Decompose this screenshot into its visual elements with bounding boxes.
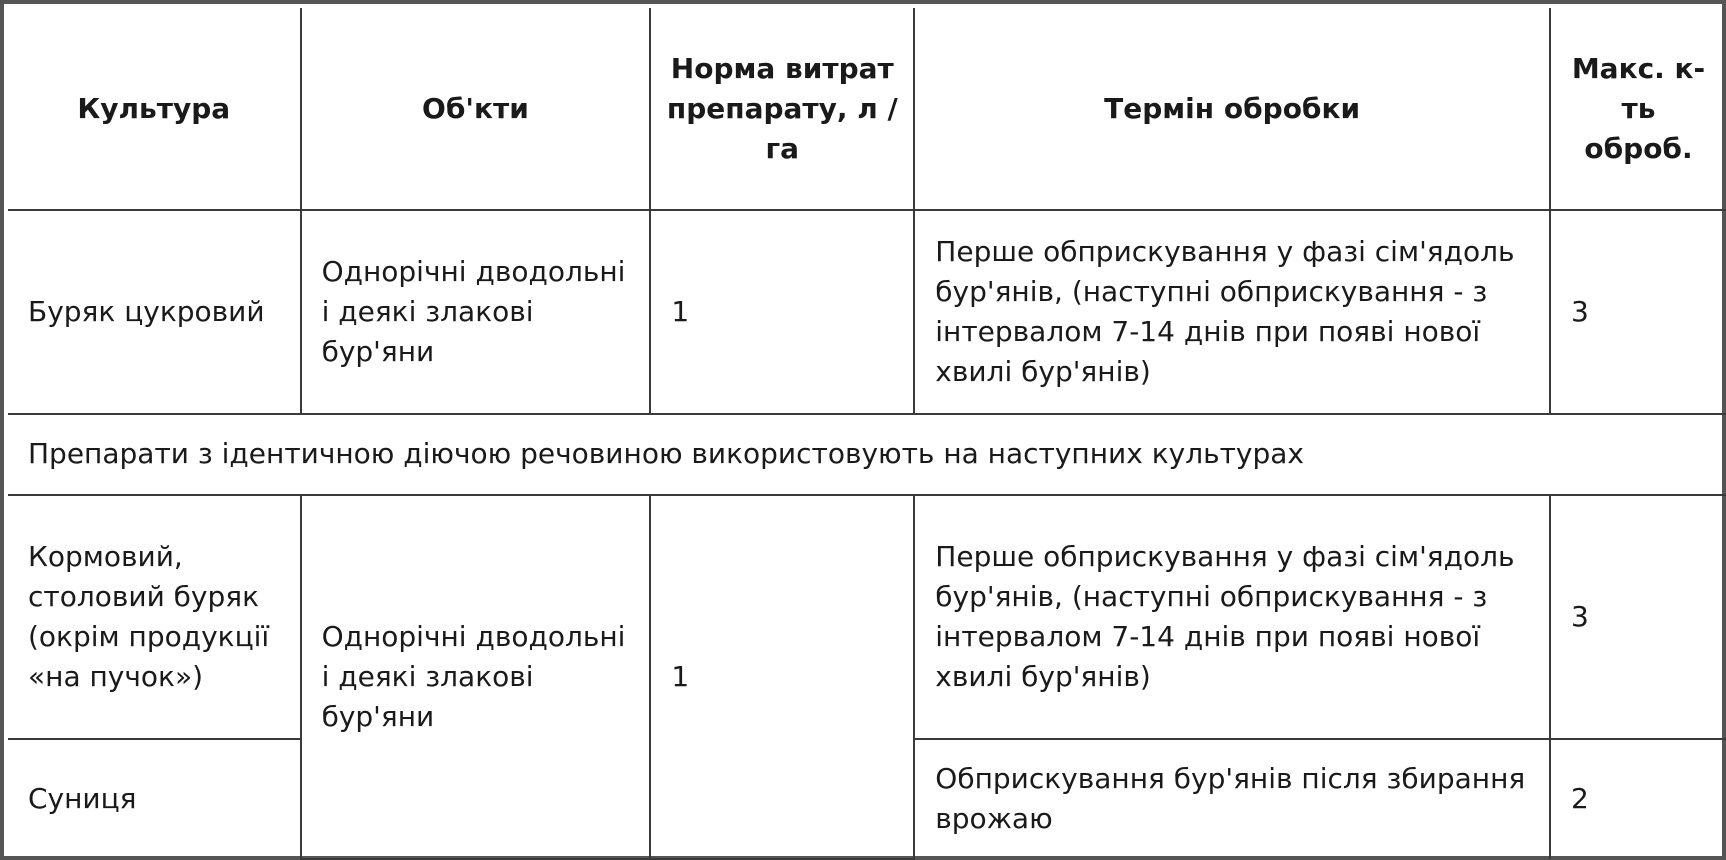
cell-culture: Кормовий, столовий буряк (окрім продукції «на пучок»)	[8, 495, 301, 738]
header-row	[8, 8, 1726, 210]
cell-culture: Буряк цукровий	[8, 210, 301, 413]
cell-max: 3	[1550, 210, 1726, 413]
cell-rate: 1	[650, 210, 914, 413]
note-cell: Препарати з ідентичною діючою речовиною використовують на наступних культурах	[8, 414, 1726, 496]
note-row	[8, 414, 1726, 496]
cell-max: 3	[1550, 495, 1726, 738]
table-row	[8, 210, 1726, 413]
cell-term: Обприскування бур'янів після збирання врожаю	[914, 739, 1550, 859]
cell-objects: Однорічні дводольні і деякі злакові бур'яни	[301, 495, 651, 859]
header-max-treatments: Макс. к-ть оброб.	[1550, 8, 1726, 210]
header-term: Термін обробки	[914, 8, 1550, 210]
header-rate: Норма витрат препарату, л / га	[650, 8, 914, 210]
header-culture: Культура	[8, 8, 301, 210]
table-row	[8, 495, 1726, 738]
pesticide-table	[8, 8, 1726, 860]
header-objects: Об'кти	[301, 8, 651, 210]
cell-objects: Однорічні дводольні і деякі злакові бур'яни	[301, 210, 651, 413]
cell-max: 2	[1550, 739, 1726, 859]
cell-term: Перше обприскування у фазі сім'ядоль бур'янів, (наступні обприскування - з інтервалом 7-14 днів при появі нової хвилі бур'янів)	[914, 210, 1550, 413]
cell-term: Перше обприскування у фазі сім'ядоль бур'янів, (наступні обприскування - з інтервалом 7-14 днів при появі нової хвилі бур'янів)	[914, 495, 1550, 738]
cell-culture: Суниця	[8, 739, 301, 859]
cell-rate: 1	[650, 495, 914, 859]
